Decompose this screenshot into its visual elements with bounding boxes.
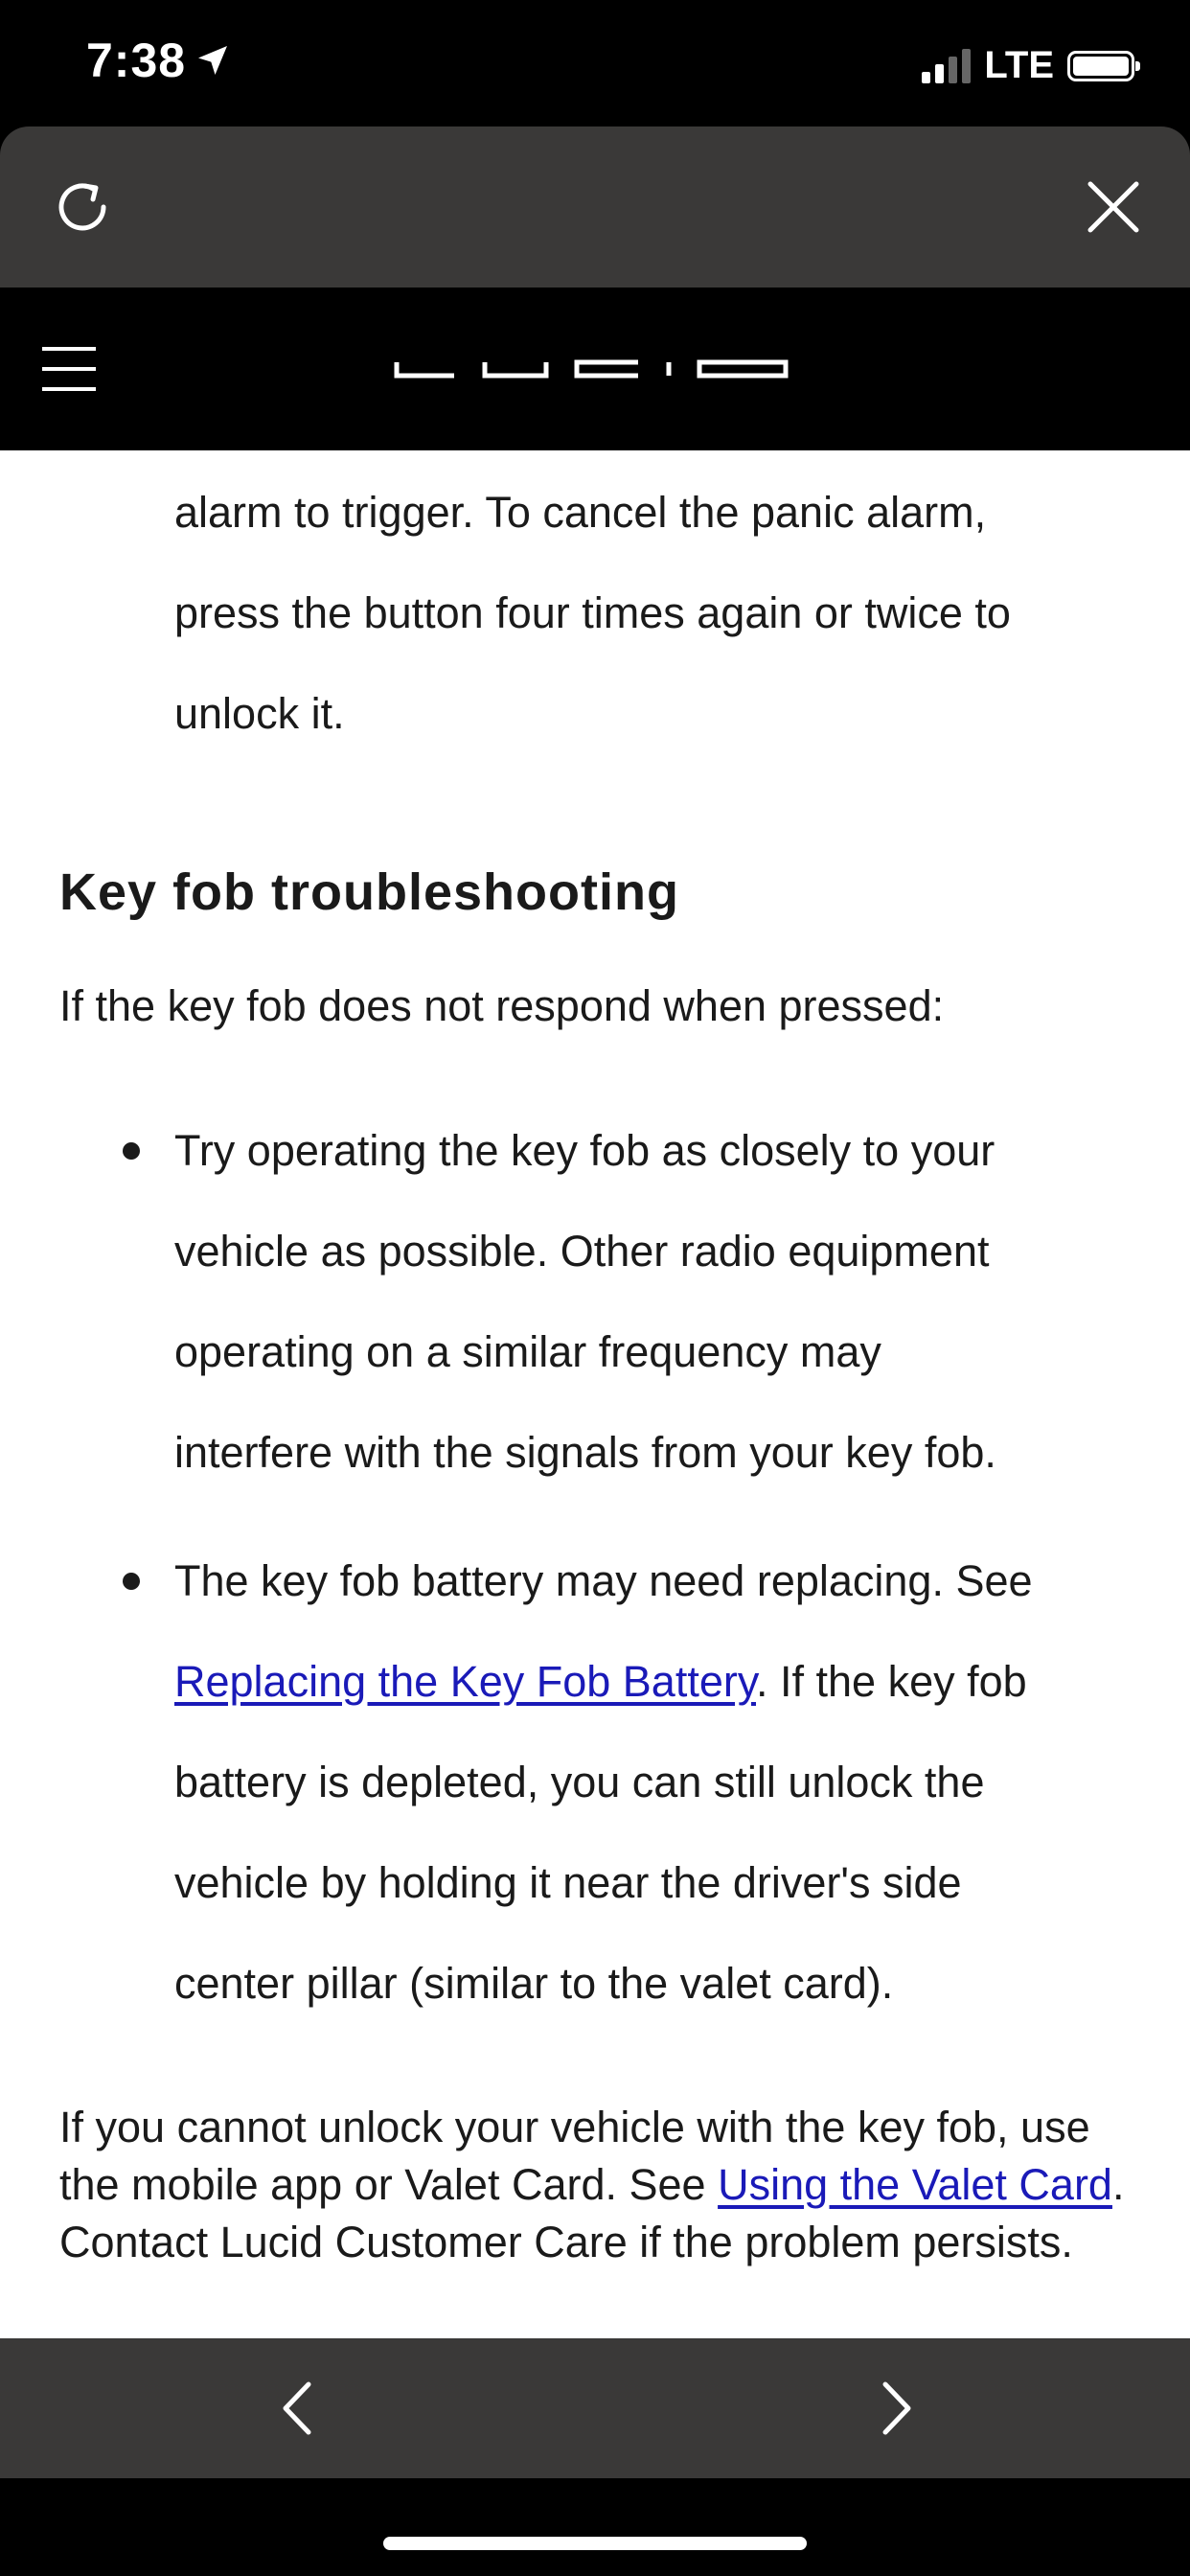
hamburger-icon[interactable] [42, 347, 96, 391]
continued-paragraph: alarm to trigger. To cancel the panic alarm, press the button four times again or twice to unlock it. [174, 488, 1011, 738]
chevron-left-icon[interactable] [268, 2377, 332, 2440]
closing-paragraph: If you cannot unlock your vehicle with the key fob, use the mobile app or Valet Card. See Using the Valet Card. Contact Lucid Customer Care if the problem persists. [59, 2103, 1125, 2266]
bullet-icon [123, 1573, 140, 1590]
lucid-logo[interactable] [393, 349, 795, 387]
location-arrow-icon [194, 41, 232, 80]
in-app-browser-toolbar [0, 126, 1190, 288]
reload-icon[interactable] [48, 172, 117, 242]
home-indicator[interactable] [383, 2537, 807, 2550]
chevron-right-icon[interactable] [862, 2377, 926, 2440]
intro-text: If the key fob does not respond when pressed: [59, 981, 945, 1030]
section-heading: Key fob troubleshooting [59, 863, 679, 921]
bullet-icon [123, 1142, 140, 1160]
site-header [0, 288, 1190, 450]
status-time [86, 33, 232, 88]
article-content [0, 450, 1190, 2338]
using-valet-card-link[interactable]: Using the Valet Card [718, 2160, 1112, 2209]
list-item: Try operating the key fob as closely to your vehicle as possible. Other radio equipment operating on a similar frequency may interfere with the signals from your key fob. [174, 1100, 1113, 1503]
network-type-label: LTE [984, 44, 1054, 86]
time-label: 7:38 [86, 34, 187, 87]
list-item: The key fob battery may need replacing. See Replacing the Key Fob Battery. If the key fob battery is depleted, you can still unlock the vehicle by holding it near the driver's side center pillar (similar to the valet card). [174, 1530, 1113, 2034]
close-icon[interactable] [1081, 174, 1146, 240]
battery-icon [1067, 51, 1134, 81]
browser-navigation-bar [0, 2338, 1190, 2478]
replacing-key-fob-battery-link[interactable]: Replacing the Key Fob Battery [174, 1657, 756, 1706]
signal-strength-icon [922, 49, 971, 83]
status-bar [0, 0, 1190, 126]
